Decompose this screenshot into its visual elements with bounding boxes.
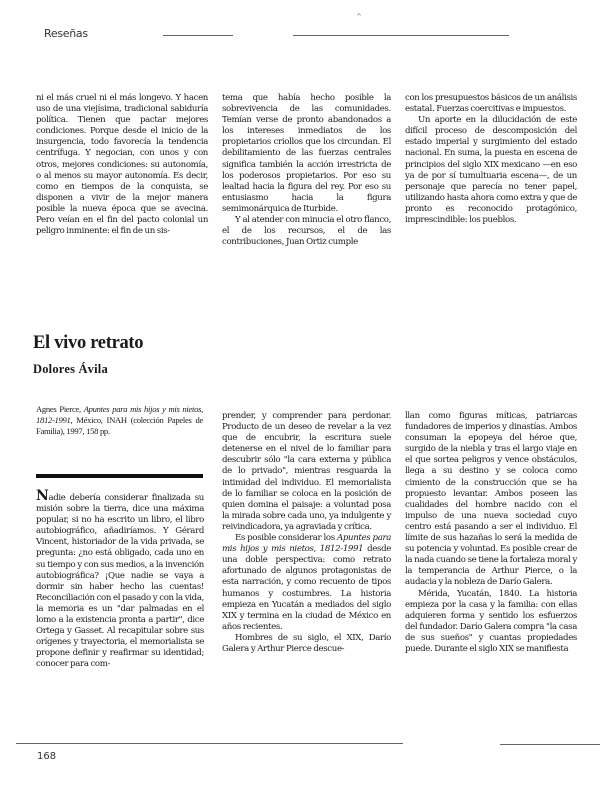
review-author: Dolores Ávila	[33, 362, 108, 376]
header-rule-short	[163, 35, 233, 36]
paragraph: ni el más cruel ni el más longevo. Y hacen uso de una viejísima, tradicional sabiduría política. Tienen que pactar mejores condiciones. Porque desde el inicio de la insurgencia, todo favorecía la tendencia centrífuga. Y negocian, con unos y con otros, mejores condiciones: su autonomía, o al menos su mayor autonomía. Es decir, como en tiempos de la conquista, se disponen a vivir de la mejor manera posible la nueva época que se avecina. Pero veían en el fin del pacto colonial un peligro inminente: el fin de un sis-	[36, 93, 208, 237]
footer-rule-long	[16, 743, 403, 744]
header-mark: ^	[356, 13, 362, 21]
review-column-3	[405, 411, 577, 655]
header-rule-long	[293, 35, 509, 36]
drop-cap: N	[36, 488, 49, 504]
paragraph: Mérida, Yucatán, 1840. La historia empieza por la casa y la familia: con ellas adquieren forma y sentido los esfuerzos del fundador. Darío Galera compra "la casa de sus sueños" y cuantas propiedades puede. Durante el siglo XIX se manifiesta	[405, 588, 577, 654]
paragraph-text: adie debería considerar finalizada su misión sobre la tierra, dice una máxima popular, si no ha escrito un libro, el libro autobiográfico, añadiríamos. Y Gérard Vincent, historiador de la vida privada, se pregunta: ¿no está obligado, cada uno en su tiempo y con sus medios, a la invención autobiográfica? ¡Que nadie se vaya a dormir sin haber hecho las cuentas! Reconciliación con el pasado y con la vida, la memoria es un "dar palmadas en el lomo a la existencia pronta a partir", dice Ortega y Gasset. Al recapitular sobre sus orígenes y trayectoria, el memorialista se propone definir y reafirmar su identidad; conocer para com-	[36, 493, 204, 670]
top-column-1	[36, 93, 208, 237]
text: desde una doble perspectiva: como retrato afortunado de algunos protagonistas de esta narración, y como recuento de tipos humanos y costumbres. La historia empieza en Yucatán a mediados del siglo XIX y termina en la ciudad de México en años recientes.	[222, 544, 391, 632]
paragraph: Y al atender con minucia el otro flanco, el de los recursos, el de las contribuciones, Juan Ortiz cumple	[222, 215, 391, 248]
book-title: Apuntes para mis hijos y mis nietos, 1812-1991	[222, 533, 391, 555]
citation-book-title: Apuntes para mis hijos y mis nietos, 1812-1991	[36, 404, 203, 426]
citation-author: Agnes Pierce,	[36, 404, 84, 414]
section-label: Reseñas	[44, 27, 88, 40]
paragraph: llan como figuras míticas, patriarcas fundadores de imperios y dinastías. Ambos consuman la epopeya del héroe que, surgido de la niebla y tras el largo viaje en el que sortea peligros y vence obstáculos, llega a su destino y se coloca como cimiento de la construcción que se ha propuesto levantar. Ambos poseen las cualidades del hombre nacido con el impulso de una nueva sociedad cuyo centro está pasando a ser el individuo. El límite de sus hazañas lo será la medida de su potencia y voluntad. Es posible crear de la nada cuando se tiene la fortaleza moral y la temperancia de Arthur Pierce, o la audacia y la nobleza de Darío Galera.	[405, 411, 577, 588]
review-column-1	[36, 488, 204, 671]
paragraph	[222, 533, 391, 633]
text: Es posible considerar los	[235, 533, 338, 544]
book-citation	[36, 404, 203, 438]
paragraph: con los presupuestos básicos de un análisis estatal. Fuerzas coercitivas e impuestos.	[405, 93, 577, 115]
paragraph: Un aporte en la dilucidación de este difícil proceso de descomposición del estado imperial y surgimiento del estado nacional. En suma, la puesta en escena de principios del siglo XIX mexicano —en eso ya de por sí tumultuaria escena—, de un personaje que parecía no tener papel, utilizando hasta ahora como extra y que de pronto es reconocido protagónico, imprescindible: los pueblos.	[405, 115, 577, 226]
paragraph: prender, y comprender para perdonar. Producto de un deseo de revelar a la vez que de encubrir, la escritura suele detenerse en el nivel de lo familiar para descubrir sólo "la cara externa y pública de lo privado", mientras resguarda la intimidad del individuo. El memorialista de lo familiar se coloca en la posición de quien domina el paisaje: a voluntad posa la mirada sobre cada uno, ya indulgente y reivindicadora, ya agraviada y crítica.	[222, 411, 391, 532]
citation-rule	[36, 474, 203, 478]
review-title: El vivo retrato	[33, 333, 144, 353]
top-column-3	[405, 93, 577, 226]
opening-paragraph	[36, 488, 204, 671]
review-column-2	[222, 411, 391, 655]
page-number: 168	[37, 751, 57, 762]
top-column-2	[222, 93, 391, 248]
paragraph: Hombres de su siglo, el XIX, Darío Galera y Arthur Pierce descue-	[222, 632, 391, 654]
citation-details: , México, INAH (colección Papeles de Familia), 1997, 158 pp.	[36, 415, 203, 437]
paragraph: tema que había hecho posible la sobrevivencia de las comunidades. Temían verse de pronto abandonados a los intereses inmediatos de los propietarios criollos que los circundan. El debilitamiento de las fuerzas centrales significa también la acción irrestricta de los poderosos propietarios. Por eso su lealtad hacia la figura del rey. Por eso su entusiasmo hacia la figura semimonárquica de Iturbide.	[222, 93, 391, 214]
footer-rule-short	[500, 744, 600, 745]
